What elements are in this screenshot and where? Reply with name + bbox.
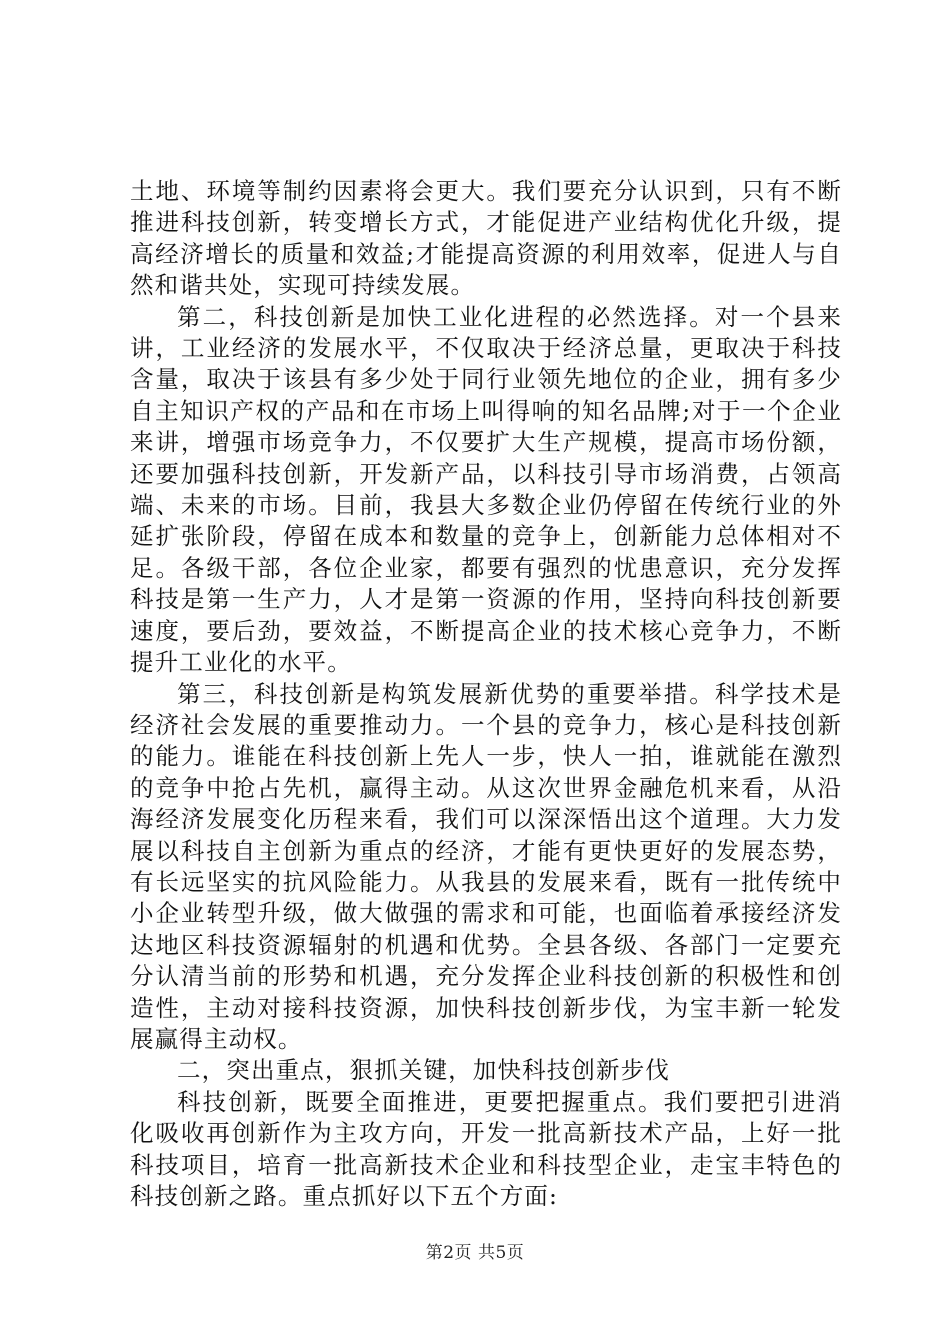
paragraph-continuation: 土地、环境等制约因素将会更大。我们要充分认识到，只有不断推进科技创新，转变增长方式，才能促进产业结构优化升级，提高经济增长的质量和效益;才能提高资源的利用效率，促进人与自然和谐共处，实现可持续发展。: [130, 177, 842, 300]
document-body: [130, 176, 842, 1212]
page-number-footer: 第2页 共5页: [425, 1243, 525, 1263]
paragraph-second-point: 第二，科技创新是加快工业化进程的必然选择。对一个县来讲，工业经济的发展水平，不仅取决于经济总量，更取决于科技含量，取决于该县有多少处于同行业领先地位的企业，拥有多少自主知识产权的产品和在市场上叫得响的知名品牌;对于一个企业来讲，增强市场竞争力，不仅要扩大生产规模，提高市场份额，还要加强科技创新，开发新产品，以科技引导市场消费，占领高端、未来的市场。目前，我县大多数企业仍停留在传统行业的外延扩张阶段，停留在成本和数量的竞争上，创新能力总体相对不足。各级干部，各位企业家，都要有强烈的忧患意识，充分发挥科技是第一生产力，人才是第一资源的作用，坚持向科技创新要速度，要后劲，要效益，不断提高企业的技术核心竞争力，不断提升工业化的水平。: [130, 302, 842, 677]
paragraph-third-point: 第三，科技创新是构筑发展新优势的重要举措。科学技术是经济社会发展的重要推动力。一个县的竞争力，核心是科技创新的能力。谁能在科技创新上先人一步，快人一拍，谁就能在激烈的竞争中抢占先机，赢得主动。从这次世界金融危机来看，从沿海经济发展变化历程来看，我们可以深深悟出这个道理。大力发展以科技自主创新为重点的经济，才能有更快更好的发展态势，有长远坚实的抗风险能力。从我县的发展来看，既有一批传统中小企业转型升级，做大做强的需求和可能，也面临着承接经济发达地区科技资源辐射的机遇和优势。全县各级、各部门一定要充分认清当前的形势和机遇，充分发挥企业科技创新的积极性和创造性，主动对接科技资源，加快科技创新步伐，为宝丰新一轮发展赢得主动权。: [130, 679, 842, 1053]
paragraph-section-intro: 科技创新，既要全面推进，更要把握重点。我们要把引进消化吸收再创新作为主攻方向，开发一批高新技术产品，上好一批科技项目，培育一批高新技术企业和科技型企业，走宝丰特色的科技创新之路。重点抓好以下五个方面:: [130, 1087, 842, 1210]
section-heading: 二，突出重点，狠抓关键，加快科技创新步伐: [177, 1056, 670, 1085]
